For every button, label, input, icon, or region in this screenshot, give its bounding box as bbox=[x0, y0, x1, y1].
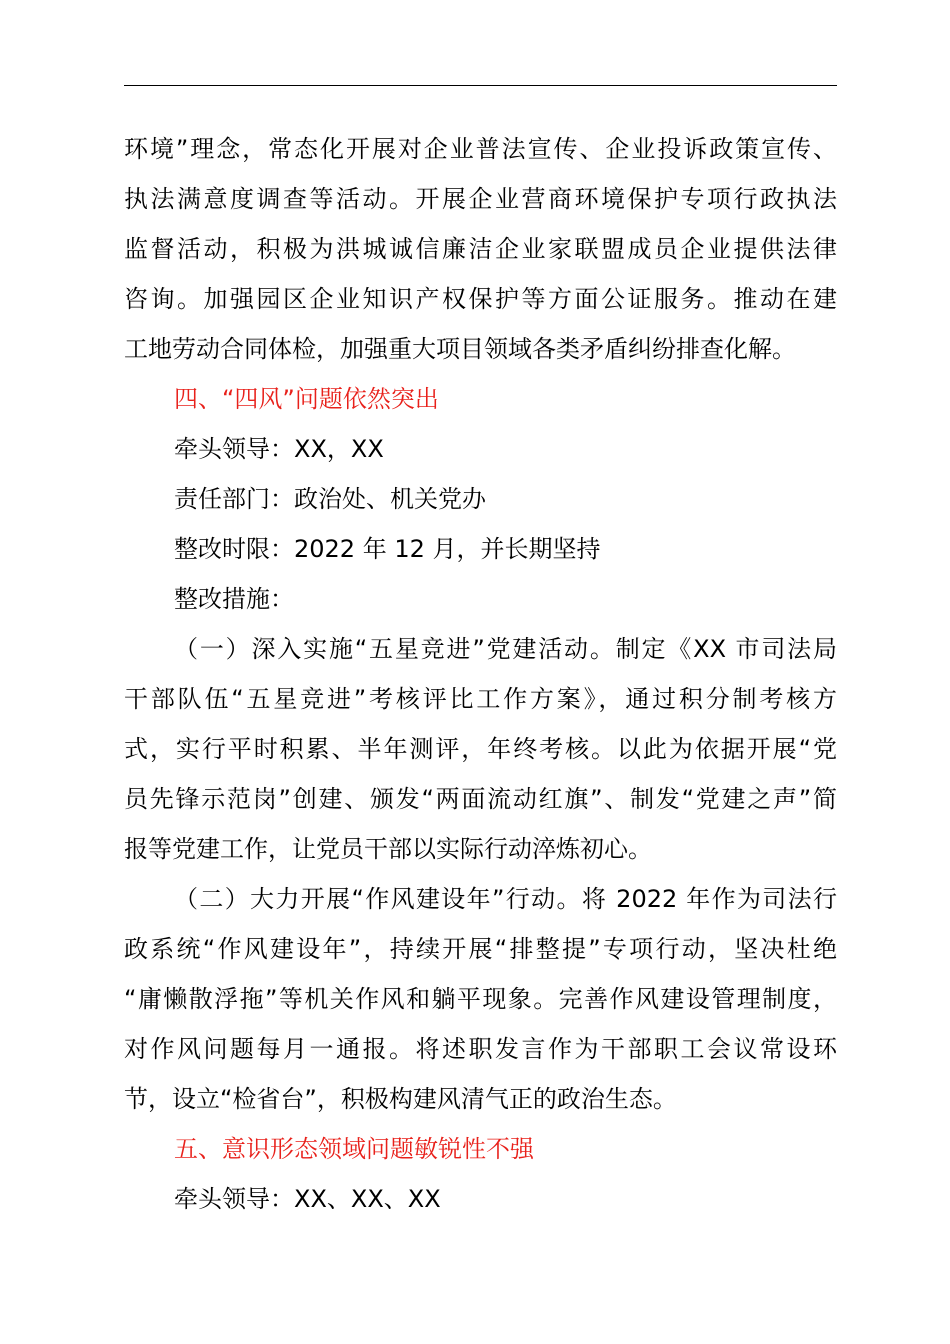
body-line: 执法满意度调查等活动。开展企业营商环境保护专项行政执法 bbox=[124, 185, 837, 213]
rectification-deadline: 整改时限：2022 年 12 月，并长期坚持 bbox=[174, 535, 601, 563]
header-rule bbox=[124, 85, 837, 86]
measure-line: “庸懒散浮拖”等机关作风和躺平现象。完善作风建设管理制度， bbox=[124, 985, 837, 1013]
measure-line: （二）大力开展“作风建设年”行动。将 2022 年作为司法行 bbox=[174, 885, 837, 913]
measure-line: 式，实行平时积累、半年测评，年终考核。以此为依据开展“党 bbox=[124, 735, 837, 763]
body-line: 监督活动，积极为洪城诚信廉洁企业家联盟成员企业提供法律 bbox=[124, 235, 837, 263]
measure-line: 节，设立“检省台”，积极构建风清气正的政治生态。 bbox=[124, 1085, 677, 1113]
measure-line: 报等党建工作，让党员干部以实际行动淬炼初心。 bbox=[124, 835, 652, 863]
body-line: 工地劳动合同体检，加强重大项目领域各类矛盾纠纷排查化解。 bbox=[124, 335, 796, 363]
lead-leader: 牵头领导：XX、XX、XX bbox=[174, 1185, 441, 1213]
document-body bbox=[124, 124, 837, 1224]
measure-line: 对作风问题每月一通报。将述职发言作为干部职工会议常设环 bbox=[124, 1035, 837, 1063]
measure-line: 政系统“作风建设年”，持续开展“排整提”专项行动，坚决杜绝 bbox=[124, 935, 837, 963]
section-heading-5: 五、意识形态领域问题敏锐性不强 bbox=[174, 1135, 534, 1163]
section-heading-4: 四、“四风”问题依然突出 bbox=[174, 385, 439, 413]
measure-line: 员先锋示范岗”创建、颁发“两面流动红旗”、制发“党建之声”简 bbox=[124, 785, 837, 813]
measure-line: 干部队伍“五星竞进”考核评比工作方案》，通过积分制考核方 bbox=[124, 685, 837, 713]
measures-label: 整改措施： bbox=[174, 585, 294, 613]
lead-leader: 牵头领导：XX，XX bbox=[174, 435, 384, 463]
measure-line: （一）深入实施“五星竞进”党建活动。制定《XX 市司法局 bbox=[174, 635, 837, 663]
body-line: 咨询。加强园区企业知识产权保护等方面公证服务。推动在建 bbox=[124, 285, 837, 313]
responsible-department: 责任部门：政治处、机关党办 bbox=[174, 485, 486, 513]
body-line: 环境”理念，常态化开展对企业普法宣传、企业投诉政策宣传、 bbox=[124, 135, 837, 163]
